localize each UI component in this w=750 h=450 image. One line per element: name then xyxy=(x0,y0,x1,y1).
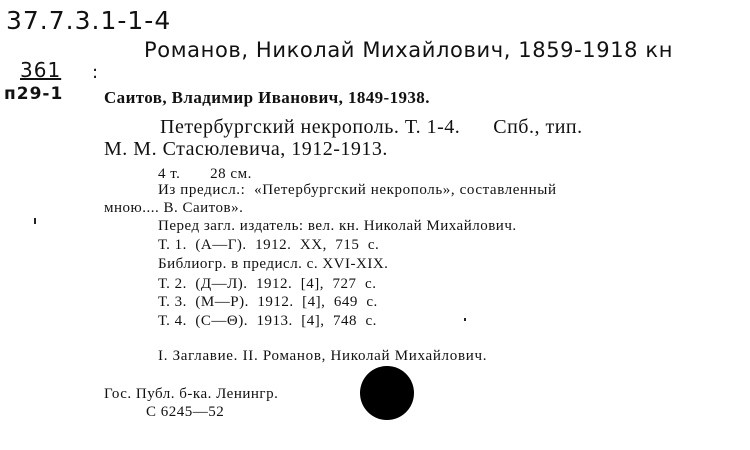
note-line-1: 4 т. 28 см. xyxy=(158,166,252,182)
volume-1: Т. 1. (А—Г). 1912. XX, 715 с. xyxy=(158,237,380,253)
note-line-3: мною.... В. Саитов». xyxy=(104,200,244,216)
punch-hole xyxy=(360,366,414,420)
volume-3: Т. 3. (М—Р). 1912. [4], 649 с. xyxy=(158,294,378,310)
bibliography-note: Библиогр. в предисл. с. XVI-XIX. xyxy=(158,256,389,272)
shelf-mark-top: 361 xyxy=(20,58,62,82)
stray-mark xyxy=(34,218,36,224)
added-heading-handwritten: Романов, Николай Михайлович, 1859-1918 кн xyxy=(144,38,674,62)
note-line-2: Из предисл.: «Петербургский некрополь», составленный xyxy=(158,182,557,198)
shelf-mark-bottom: п29-1 xyxy=(4,84,64,104)
main-heading: Саитов, Владимир Иванович, 1849-1938. xyxy=(104,88,430,107)
volume-4: Т. 4. (С—Θ). 1913. [4], 748 с. xyxy=(158,313,377,329)
tracings: I. Заглавие. II. Романов, Николай Михайлович. xyxy=(158,348,488,364)
note-line-4: Перед загл. издатель: вел. кн. Николай Михайлович. xyxy=(158,218,517,234)
volume-2: Т. 2. (Д—Л). 1912. [4], 727 с. xyxy=(158,276,377,292)
stray-mark xyxy=(464,318,466,321)
colon-mark: : xyxy=(92,62,100,83)
call-number: 37.7.3.1-1-4 xyxy=(6,6,172,35)
library-line-2: С 6245—52 xyxy=(146,404,225,420)
title-line-2: М. М. Стасюлевича, 1912-1913. xyxy=(104,138,388,160)
library-line-1: Гос. Публ. б-ка. Ленингр. xyxy=(104,386,279,402)
title-line-1: Петербургский некрополь. Т. 1-4. Спб., тип. xyxy=(160,116,583,138)
